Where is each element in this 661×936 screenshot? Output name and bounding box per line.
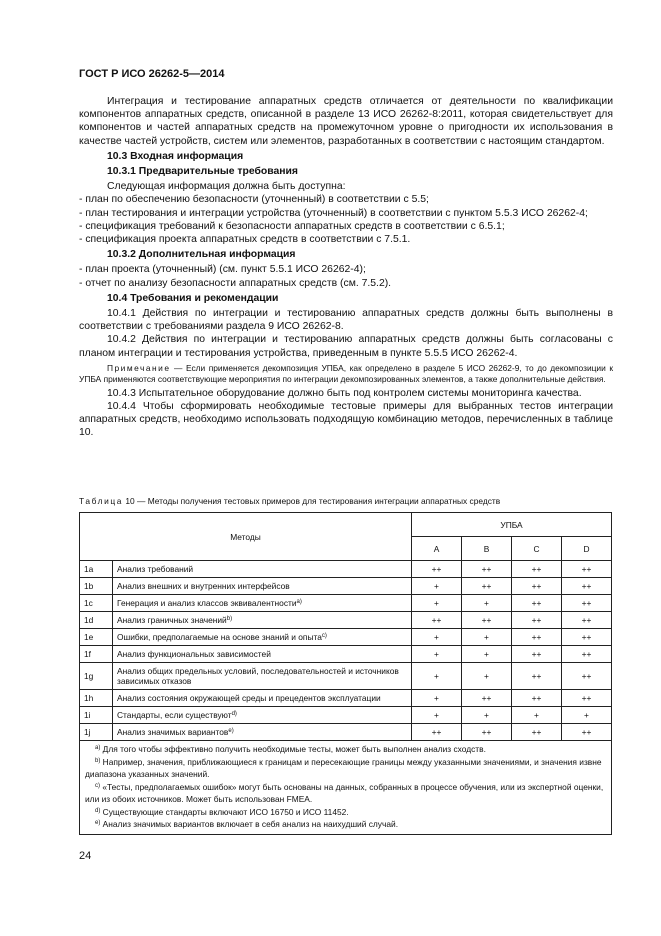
asil-value: ++: [462, 690, 512, 707]
method-name: Анализ состояния окружающей среды и прецедентов эксплуатации: [117, 693, 381, 703]
row-id: 1c: [80, 595, 113, 612]
clause-10-4-3: 10.4.3 Испытательное оборудование должно быть под контролем системы мониторинга качества.: [107, 387, 582, 399]
footnote-text: Для того чтобы эффективно получить необходимые тесты, может быть выполнен анализ сходств.: [100, 744, 486, 754]
footnote-mark: d): [95, 807, 101, 814]
asil-value: +: [412, 690, 462, 707]
asil-value: +: [462, 663, 512, 690]
row-id: 1f: [80, 646, 113, 663]
methods-header: Методы: [80, 513, 412, 561]
row-id: 1d: [80, 612, 113, 629]
row-id: 1b: [80, 578, 113, 595]
asil-value: ++: [562, 646, 612, 663]
asil-value: +: [412, 629, 462, 646]
intro-paragraph: Интеграция и тестирование аппаратных средств отличается от деятельности по квалификации компонентов аппаратных средств, описанной в разделе 13 ИСО 26262-8:2011, которая свидетельствует для компонентов и частей аппаратных средств на промежуточном уровне о пригодности их использования в качестве частей устройств, систем или элементов, разработанных в соответствии с настоящим стандартом.: [79, 96, 613, 147]
row-id: 1g: [80, 663, 113, 690]
clause-10-4-4: 10.4.4 Чтобы сформировать необходимые тестовые примеры для выбранных тестов интеграции аппаратных средств, необходимо использовать подходящую комбинацию методов, перечисленных в таблице 10.: [79, 401, 613, 439]
table-row: [80, 663, 612, 690]
asil-value: ++: [462, 724, 512, 741]
asil-value: ++: [512, 690, 562, 707]
asil-value: ++: [512, 612, 562, 629]
methods-table: [79, 512, 612, 835]
prerequisite-item: - спецификация проекта аппаратных средств в соответствии с 7.5.1.: [79, 234, 411, 246]
asil-column-header: D: [562, 537, 612, 561]
asil-value: +: [462, 595, 512, 612]
asil-value: +: [412, 707, 462, 724]
note-label: Примечание: [107, 362, 171, 373]
method-cell: [113, 629, 412, 646]
table-row: [80, 646, 612, 663]
prerequisite-item: - спецификация требований к безопасности аппаратных средств в соответствии с 6.5.1;: [79, 220, 505, 232]
method-name: Анализ функциональных зависимостей: [117, 649, 271, 659]
supporting-item: - план проекта (уточненный) (см. пункт 5.5.1 ИСО 26262-4);: [79, 264, 366, 276]
asil-value: ++: [512, 595, 562, 612]
asil-value: ++: [462, 612, 512, 629]
asil-value: ++: [562, 595, 612, 612]
footnote: [85, 781, 606, 806]
table-row: [80, 578, 612, 595]
footnote: [85, 818, 606, 831]
section-10-4-heading: 10.4 Требования и рекомендации: [107, 292, 279, 304]
method-cell: [113, 690, 412, 707]
method-cell: [113, 663, 412, 690]
footnote-mark: a): [95, 745, 101, 751]
footnote-ref: a): [296, 599, 302, 605]
footnote-text: Например, значения, приближающиеся к границам и пересекающие границы между указанными значениями, и значения извне диапазона указанных значений.: [85, 756, 602, 779]
asil-value: ++: [512, 724, 562, 741]
note-paragraph: [79, 363, 613, 385]
asil-value: ++: [562, 724, 612, 741]
footnote-ref: d): [231, 711, 237, 717]
asil-value: ++: [512, 578, 562, 595]
table-row: [80, 690, 612, 707]
table-row: [80, 629, 612, 646]
asil-value: ++: [562, 578, 612, 595]
footnote: [85, 743, 606, 756]
footnote-ref: b): [226, 616, 233, 622]
method-name: Анализ значимых вариантов: [117, 727, 229, 737]
method-cell: [113, 646, 412, 663]
asil-value: ++: [462, 578, 512, 595]
asil-value: ++: [512, 646, 562, 663]
footnote-mark: c): [95, 782, 100, 789]
table-caption-text: 10 — Методы получения тестовых примеров для тестирования интеграции аппаратных средств: [123, 496, 501, 506]
method-cell: [113, 707, 412, 724]
asil-value: ++: [562, 629, 612, 646]
asil-header: УПБА: [412, 513, 612, 537]
footnotes-row: [80, 741, 612, 835]
method-name: Генерация и анализ классов эквивалентности: [117, 598, 297, 608]
footnote-mark: b): [95, 757, 101, 764]
footnote-text: «Тесты, предполагаемых ошибок» могут быть основаны на данных, собранных в процессе обучения, или из экспертной оценки, или из обоих источников. Может быть использован FMEA.: [85, 781, 604, 804]
row-id: 1i: [80, 707, 113, 724]
method-cell: [113, 612, 412, 629]
asil-value: ++: [562, 561, 612, 578]
section-10-3-heading: 10.3 Входная информация: [107, 150, 244, 162]
method-name: Анализ требований: [117, 564, 194, 574]
table-row: [80, 612, 612, 629]
table-row: [80, 595, 612, 612]
method-name: Ошибки, предполагаемые на основе знаний и опыта: [117, 632, 322, 642]
note-text: — Если применяется декомпозиция УПБА, как определено в разделе 5 ИСО 26262-9, то до декомпозиции к УПБА применяются соответствующие мероприятия по интеграции декомпозированных элементов, а также дополнительные действия.: [79, 362, 613, 384]
asil-value: ++: [412, 561, 462, 578]
footnote: [85, 756, 606, 781]
row-id: 1a: [80, 561, 113, 578]
standard-header: ГОСТ Р ИСО 26262-5—2014: [79, 68, 225, 80]
row-id: 1h: [80, 690, 113, 707]
section-10-3-1-heading: 10.3.1 Предварительные требования: [107, 166, 298, 178]
footnote: [85, 806, 606, 819]
asil-value: ++: [562, 690, 612, 707]
clause-10-4-1: 10.4.1 Действия по интеграции и тестированию аппаратных средств должны быть выполнены в соответствии с требованиями раздела 9 ИСО 26262-8.: [79, 308, 613, 333]
method-cell: [113, 578, 412, 595]
footnote-mark: e): [95, 820, 101, 826]
asil-value: +: [412, 646, 462, 663]
asil-value: +: [462, 629, 512, 646]
asil-value: +: [512, 707, 562, 724]
asil-value: ++: [512, 561, 562, 578]
asil-value: ++: [412, 612, 462, 629]
clause-10-4-2: 10.4.2 Действия по интеграции и тестированию аппаратных средств должны быть согласованы с планом интеграции и тестирования устройства, приведенным в пункте 5.5.5 ИСО 26262-4.: [79, 334, 613, 359]
page-number: 24: [79, 850, 92, 862]
table-caption: [79, 496, 500, 506]
table-row: [80, 724, 612, 741]
prerequisite-item: - план тестирования и интеграции устройства (уточненный) в соответствии с пунктом 5.5.3 ИСО 26262-4;: [79, 207, 588, 219]
asil-value: +: [562, 707, 612, 724]
asil-value: +: [462, 646, 512, 663]
table-row: [80, 707, 612, 724]
asil-value: ++: [562, 663, 612, 690]
asil-value: +: [412, 578, 462, 595]
supporting-item: - отчет по анализу безопасности аппаратных средств (см. 7.5.2).: [79, 277, 392, 289]
asil-column-header: A: [412, 537, 462, 561]
method-name: Анализ граничных значений: [117, 615, 227, 625]
asil-value: ++: [462, 561, 512, 578]
table-caption-label: Таблица: [79, 496, 124, 506]
row-id: 1j: [80, 724, 113, 741]
method-cell: [113, 561, 412, 578]
asil-value: +: [412, 595, 462, 612]
method-cell: [113, 595, 412, 612]
method-cell: [113, 724, 412, 741]
footnote-ref: e): [228, 728, 234, 734]
footnotes-cell: [80, 741, 612, 835]
prerequisite-item: - план по обеспечению безопасности (уточненный) в соответствии с 5.5;: [79, 194, 429, 206]
table-row: [80, 561, 612, 578]
asil-column-header: C: [512, 537, 562, 561]
prerequisites-text: Следующая информация должна быть доступна:: [107, 181, 346, 193]
method-name: Стандарты, если существуют: [117, 710, 232, 720]
footnote-text: Существующие стандарты включают ИСО 16750 и ИСО 11452.: [100, 806, 349, 817]
asil-value: +: [412, 663, 462, 690]
method-name: Анализ внешних и внутренних интерфейсов: [117, 581, 290, 591]
asil-value: ++: [562, 612, 612, 629]
asil-column-header: B: [462, 537, 512, 561]
section-10-3-2-heading: 10.3.2 Дополнительная информация: [107, 249, 296, 261]
footnote-ref: c): [321, 633, 327, 639]
row-id: 1e: [80, 629, 113, 646]
asil-value: ++: [512, 663, 562, 690]
asil-value: ++: [512, 629, 562, 646]
asil-value: +: [462, 707, 512, 724]
document-body: [79, 95, 613, 440]
method-name: Анализ общих предельных условий, последовательностей и источников зависимых отказов: [117, 666, 399, 686]
footnote-text: Анализ значимых вариантов включает в себя анализ на наихудший случай.: [100, 819, 399, 829]
asil-value: ++: [412, 724, 462, 741]
